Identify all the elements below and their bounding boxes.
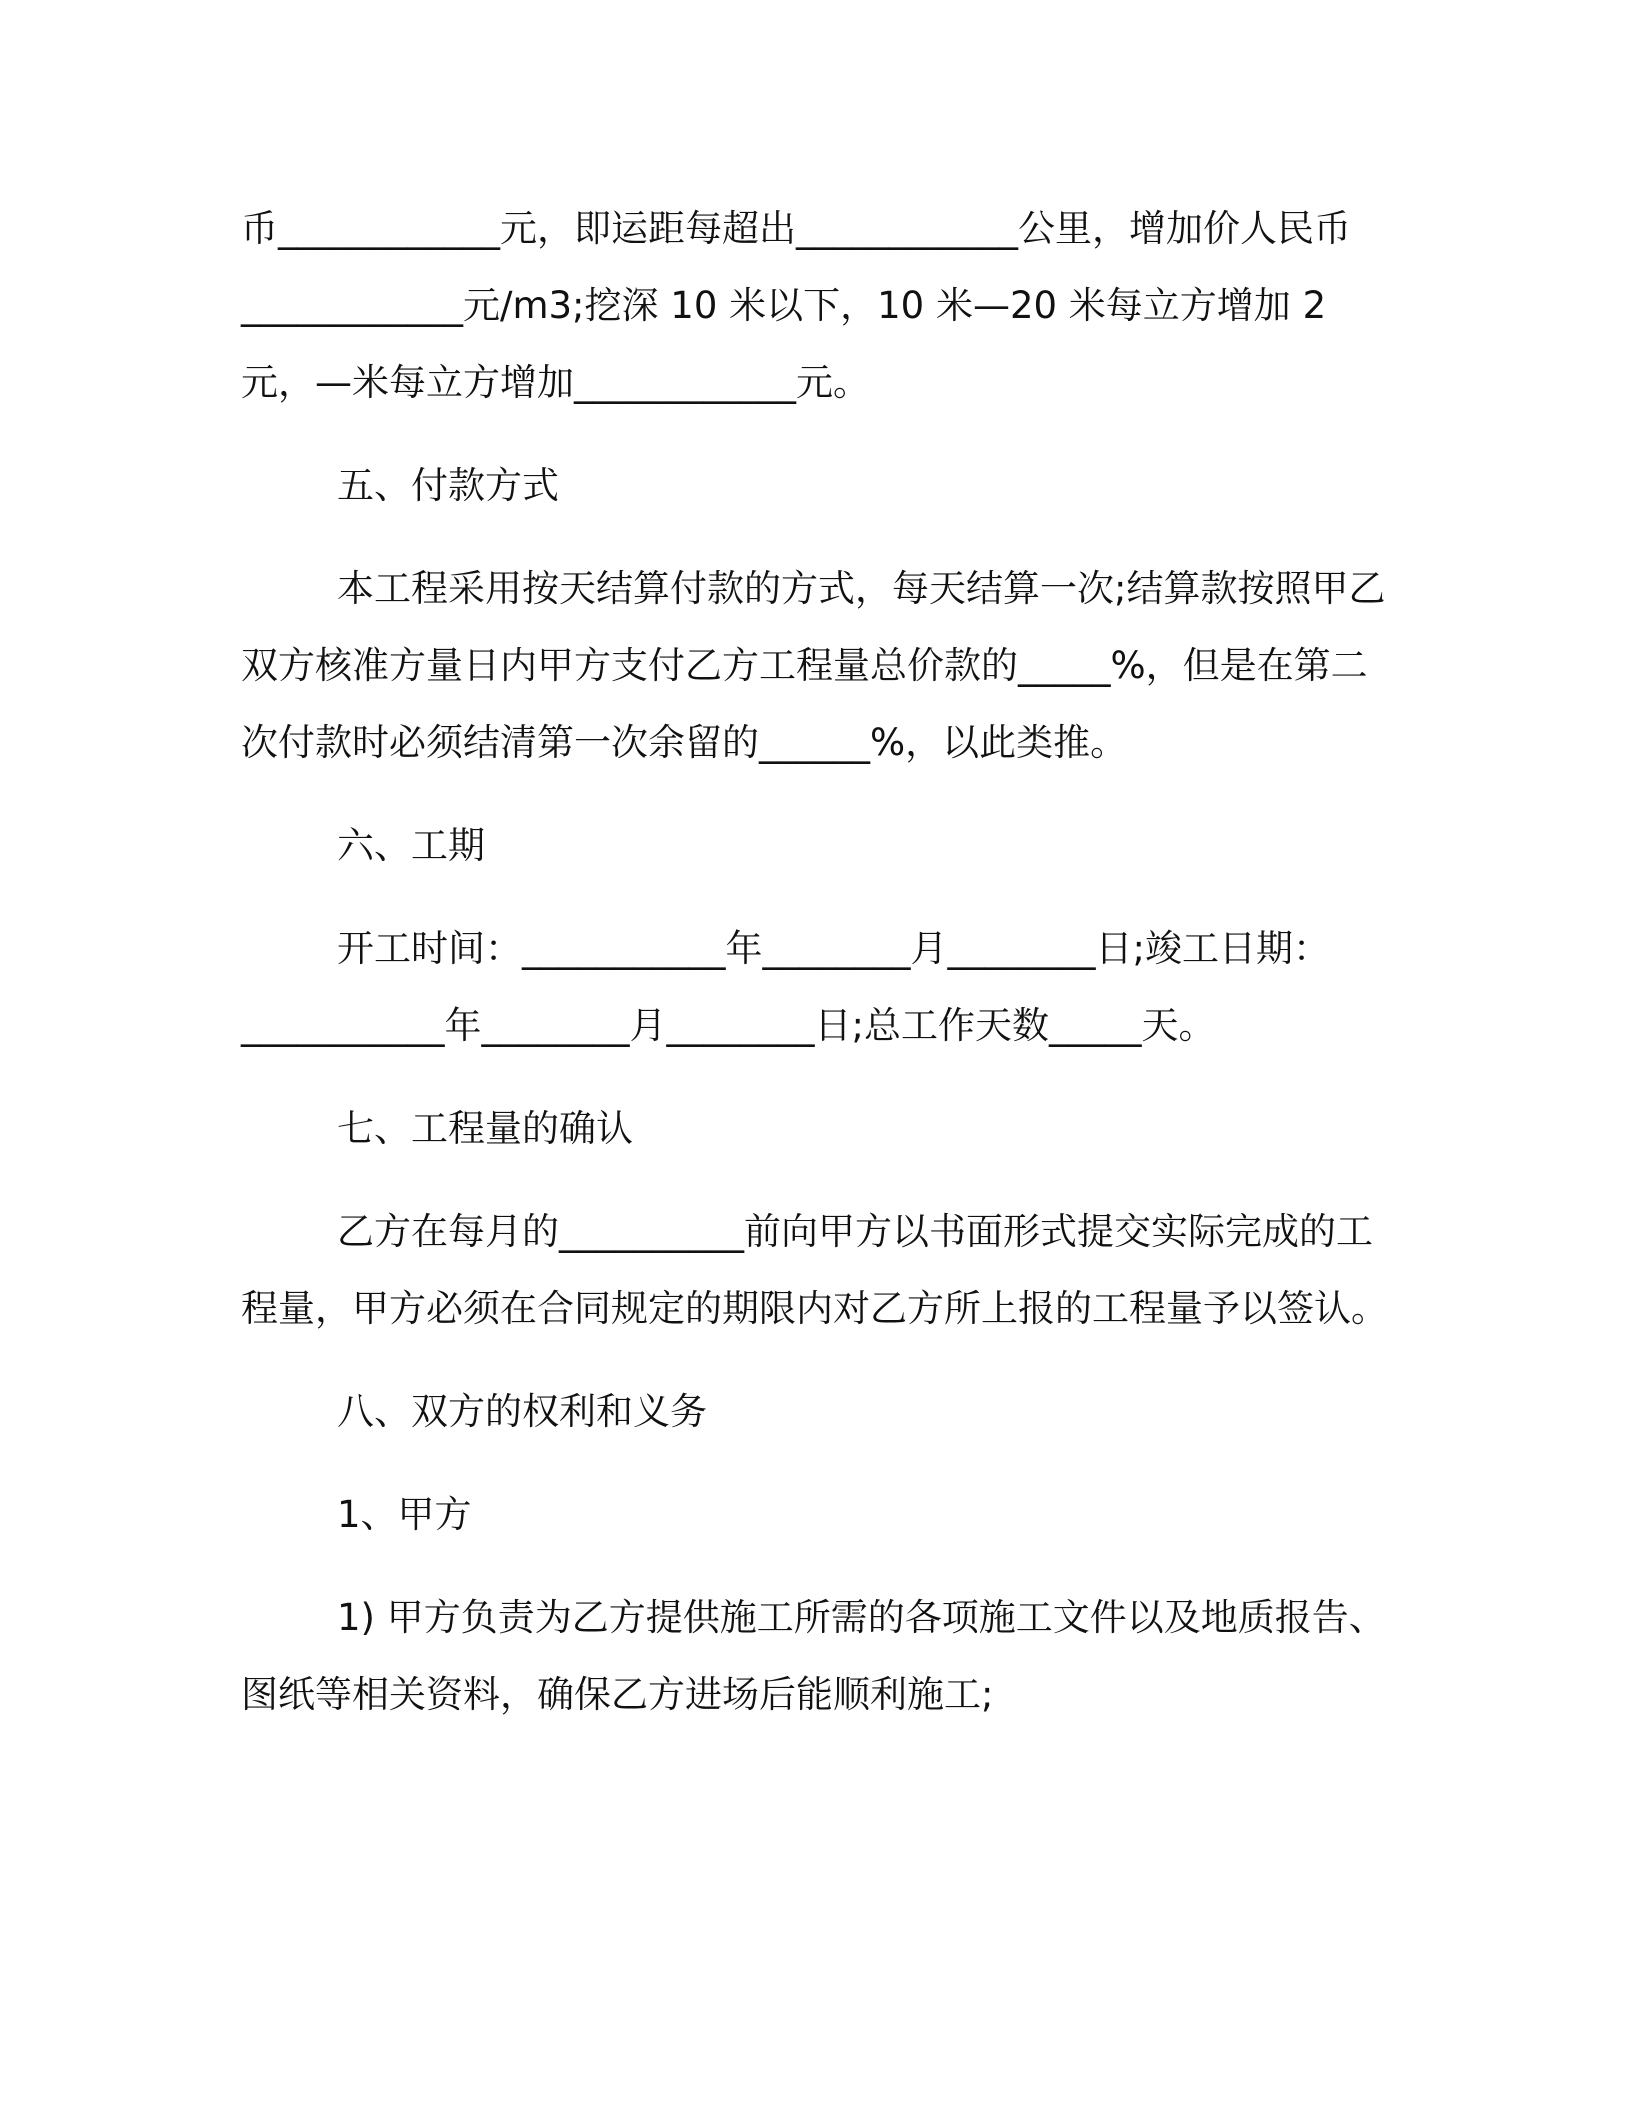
payment-paragraph: 本工程采用按天结算付款的方式，每天结算一次;结算款按照甲乙双方核准方量日内甲方支付乙方工程量总价款的_____%，但是在第二次付款时必须结清第一次余留的______%，以此类推。 [241,567,1386,764]
section-heading-schedule: 六、工期 [337,824,485,867]
party-a-obligation-1-paragraph: 1) 甲方负责为乙方提供施工所需的各项施工文件以及地质报告、图纸等相关资料，确保乙方进场后能顺利施工; [241,1596,1386,1716]
section-heading-rights-obligations: 八、双方的权利和义务 [337,1390,707,1433]
subsection-heading-party-a: 1、甲方 [337,1493,472,1536]
section-heading-quantity-confirmation: 七、工程量的确认 [337,1107,633,1150]
document-body [241,190,1391,1759]
quantity-confirmation-paragraph: 乙方在每月的__________前向甲方以书面形式提交实际完成的工程量，甲方必须在合同规定的期限内对乙方所上报的工程量予以签认。 [241,1210,1388,1330]
distance-price-paragraph: 币____________元，即运距每超出____________公里，增加价人民币____________元/m3;挖深 10 米以下，10 米—20 米每立方增加 2元，—米每立方增加____________元。 [241,207,1351,404]
section-heading-payment: 五、付款方式 [337,464,559,507]
schedule-paragraph: 开工时间：___________年________月________日;竣工日期：___________年________月________日;总工作天数_____天。 [241,927,1330,1047]
